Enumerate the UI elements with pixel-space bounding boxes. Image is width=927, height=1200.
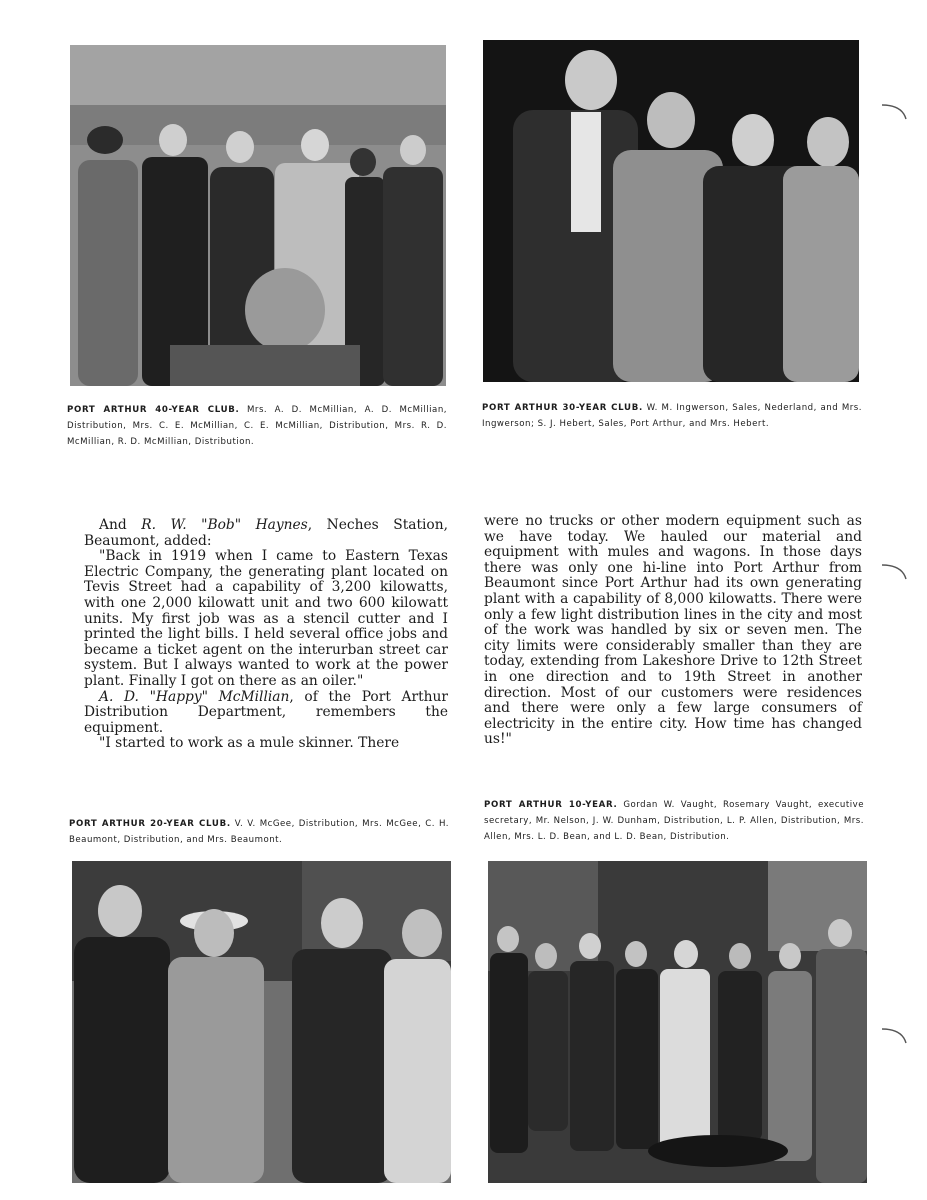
article-paragraph: A. D. "Happy" McMillian, of the Port Arthur Distribution Department, remembers the equipment. bbox=[84, 688, 448, 736]
photo-30-year-club bbox=[483, 40, 859, 382]
photo-40-year-club bbox=[70, 45, 446, 386]
article-paragraph: were no trucks or other modern equipment such as we have today. We hauled our material and equipment with mules and wagons. In those days there was only one hi-line into Port Arthur from Beaumont since Port Arthur had its own generating plant with a capability of 8,000 kilowatts. There were only a few light distribution lines in the city and most of the work was handled by six or seven men. The city limits were considerably smaller than they are today, extending from Lakeshore Drive to 12th Street in one direction and to 19th Street in another direction. Most of our customers were residences and there were only a few large consumers of electricity in the entire city. How time has changed us!" bbox=[484, 513, 862, 748]
caption-text: Gordan W. Vaught, Rosemary Vaught, executive secretary, Mr. Nelson, J. W. Dunham, Distribution, L. P. Allen, Distribution, Mrs. Allen, Mrs. L. D. Bean, and L. D. Bean, Distribution. bbox=[484, 800, 864, 842]
photo-10-year bbox=[488, 861, 867, 1183]
person-name: R. W. "Bob" Haynes bbox=[141, 517, 308, 533]
caption-text: V. V. McGee, Distribution, Mrs. McGee, C. H. Beaumont, Distribution, and Mrs. Beaumont. bbox=[69, 819, 450, 845]
article-paragraph: "Back in 1919 when I came to Eastern Texas Electric Company, the generating plant located on Tevis Street had a capability of 3,200 kilowatts, with one 2,000 kilowatt unit and two 600 kilowatt units. My first job was as a stencil cutter and I printed the light bills. I held several office jobs and became a ticket agent on the interurban street car system. But I always wanted to work at the power plant. Finally I got on there as an oiler." bbox=[84, 548, 448, 689]
binder-hole-mark bbox=[880, 562, 914, 582]
photo-20-year-club bbox=[72, 861, 451, 1183]
caption-heading: PORT ARTHUR 30-YEAR CLUB. bbox=[482, 403, 643, 413]
caption-heading: PORT ARTHUR 10-YEAR. bbox=[484, 800, 618, 810]
caption-10-year bbox=[484, 797, 864, 845]
caption-20-year-club bbox=[69, 816, 449, 848]
caption-text: W. M. Ingwerson, Sales, Nederland, and Mrs. Ingwerson; S. J. Hebert, Sales, Port Arthur, and Mrs. Hebert. bbox=[482, 403, 863, 429]
caption-30-year-club bbox=[482, 400, 862, 432]
caption-heading: PORT ARTHUR 20-YEAR CLUB. bbox=[69, 819, 231, 829]
caption-heading: PORT ARTHUR 40-YEAR CLUB. bbox=[67, 405, 240, 415]
caption-text: Mrs. A. D. McMillian, A. D. McMillian, Distribution, Mrs. C. E. McMillian, C. E. McMillian, Distribution, Mrs. R. D. McMillian, R. D. McMillian, Distribution. bbox=[67, 405, 447, 447]
article-column-right bbox=[484, 514, 862, 748]
binder-hole-mark bbox=[880, 1026, 914, 1046]
binder-hole-mark bbox=[880, 102, 914, 122]
article-paragraph: And R. W. "Bob" Haynes, Neches Station, Beaumont, added: bbox=[84, 517, 448, 549]
person-name: A. D. "Happy" McMillian bbox=[99, 688, 290, 705]
article-column-left bbox=[84, 518, 448, 752]
article-paragraph: "I started to work as a mule skinner. There bbox=[99, 735, 400, 752]
caption-40-year-club bbox=[67, 402, 447, 450]
